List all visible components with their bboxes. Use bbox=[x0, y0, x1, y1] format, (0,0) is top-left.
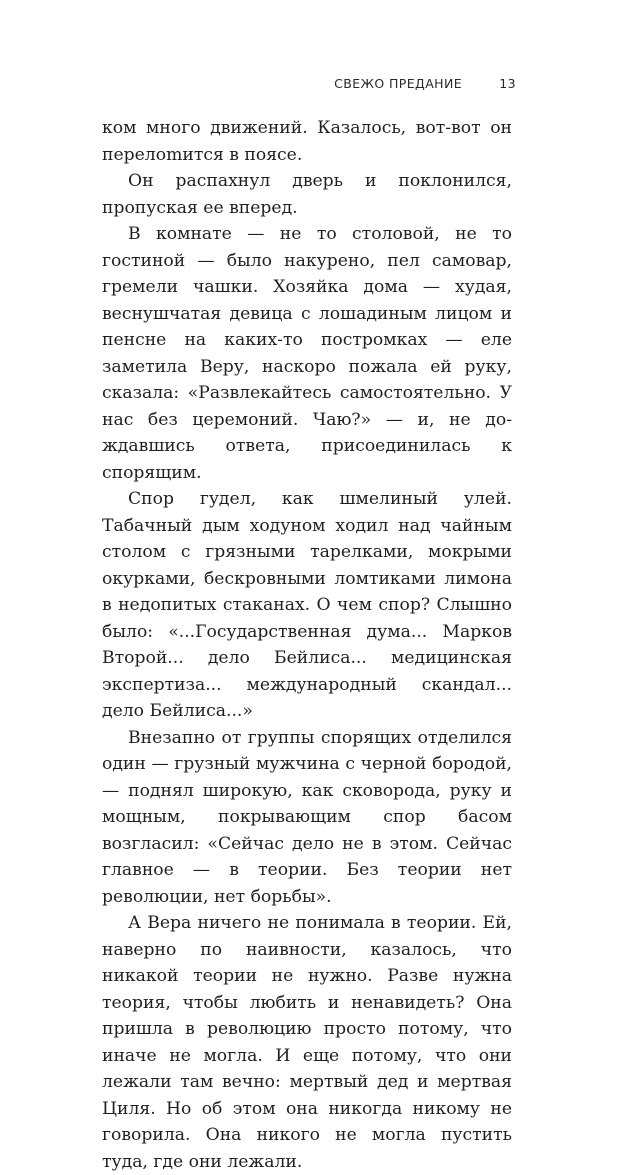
running-title: СВЕЖО ПРЕДАНИЕ bbox=[334, 76, 462, 91]
paragraph: ком много движений. Казалось, вот-вот он перелоmится в поясе. bbox=[102, 118, 512, 165]
paragraph: Он распахнул дверь и поклонился, пропуская ее вперед. bbox=[102, 171, 512, 218]
page-number: 13 bbox=[499, 76, 516, 91]
paragraph: В комнате — не то столовой, не то гостиной — было накурено, пел самовар, гремели чашки. Хозяйка дома — худая, веснушчатая девица с лошадиным лицом и пенсне на каких-то постромках — еле заметила Веру, наскоро пожала ей руку, сказала: «Развлекайтесь самостоятельно. У нас без церемоний. Чаю?» — и, не дождавшись ответа, присоединилась к спорящим. bbox=[102, 224, 512, 483]
paragraph: Внезапно от группы спорящих отделился один — грузный мужчина с черной бородой, — поднял широкую, как сковорода, руку и мощным, покрывающим спор басом возгласил: «Сейчас дело не в этом. Сейчас главное — в теории. Без теории нет революции, нет борьбы». bbox=[102, 727, 512, 907]
body-text bbox=[102, 115, 512, 1175]
paragraph: А Вера ничего не понимала в теории. Ей, наверно по наивности, казалось, что никакой теории не нужно. Разве нужна теория, чтобы любить и ненавидеть? Она пришла в революцию просто потому, что иначе не могла. И еще потому, что они лежали там вечно: мертвый дед и мертвая Циля. Но об этом она никогда никому не говорила. Она никого не могла пустить туда, где они лежали. bbox=[102, 913, 512, 1172]
running-head bbox=[96, 76, 516, 96]
paragraph: Спор гудел, как шмелиный улей. Табачный дым ходуном ходил над чайным столом с грязными тарелками, мокрыми окурками, бескровными ломтиками лимона в недопитых стаканах. О чем спор? Слышно было: «...Государственная дума... Марков Второй... дело Бейлиса... медицинская экспертиза... международный скандал... дело Бейлиса...» bbox=[102, 489, 512, 721]
